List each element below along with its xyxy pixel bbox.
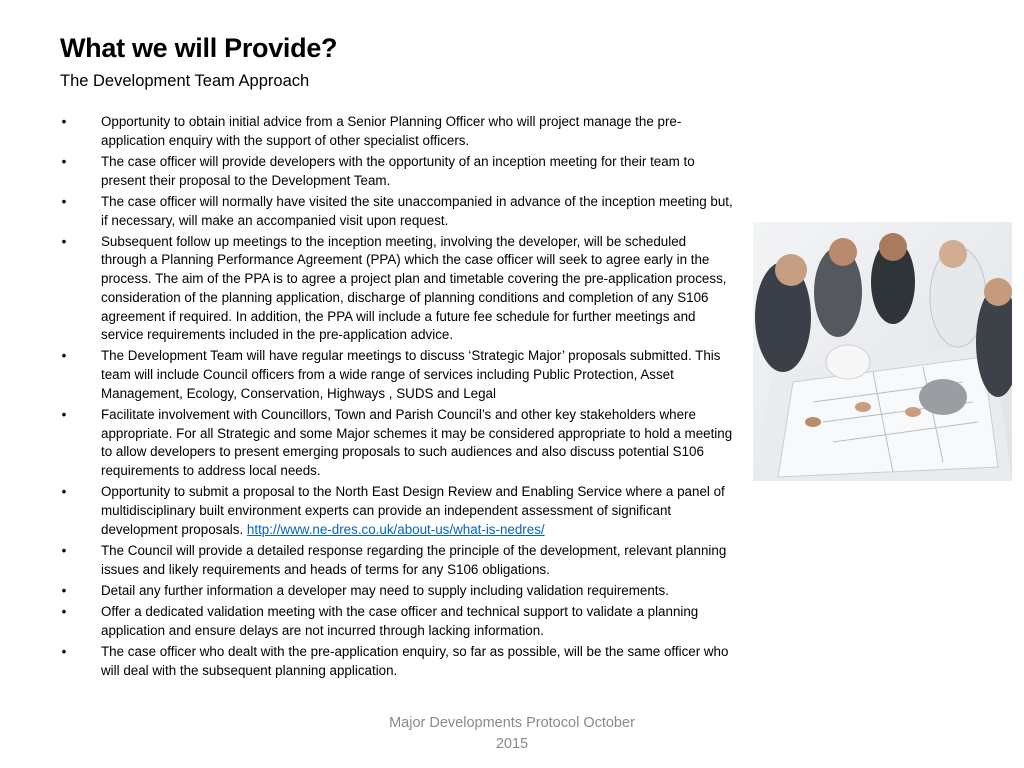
slide-title: What we will Provide? (60, 33, 338, 63)
bullet-item (58, 542, 734, 579)
bullet-text: Offer a dedicated validation meeting with the case officer and technical support to validate a planning application and ensure delays are not incurred through lacking information. (101, 604, 699, 638)
slide-footer (372, 713, 652, 755)
bullet-list (58, 113, 734, 683)
bullet-text: The case officer will normally have visited the site unaccompanied in advance of the inception meeting but, if necessary, will make an accompanied visit upon request. (101, 193, 733, 228)
meeting-photo-illustration (753, 222, 1012, 481)
bullet-text: The Council will provide a detailed response regarding the principle of the development, relevant planning issues and likely requirements and heads of terms for any S106 obligations. (101, 542, 727, 577)
bullet-item (58, 347, 734, 403)
bullet-dot: • (61, 542, 67, 558)
bullet-dot: • (61, 153, 67, 169)
bullet-dot: • (61, 484, 67, 500)
bullet-dot: • (61, 582, 67, 598)
bullet-dot: • (61, 348, 67, 364)
bullet-dot: • (61, 643, 67, 659)
bullet-dot: • (61, 233, 67, 249)
bullet-text: Opportunity to obtain initial advice from a Senior Planning Officer who will project manage the pre-application enquiry with the support of other specialist officers. (101, 114, 682, 148)
bullet-text: Facilitate involvement with Councillors, Town and Parish Council’s and other key stakeholders where appropriate. For all Strategic and some Major schemes it may be considered appropriate to hold a meeting to allow developers to present emerging proposals to such audiences and also discuss potential S106 requirements to address local needs. (101, 407, 733, 479)
bullet-item (58, 582, 734, 601)
meeting-photo (753, 222, 1012, 481)
bullet-dot: • (61, 193, 67, 209)
bullet-item (58, 113, 734, 150)
bullet-item (58, 603, 734, 640)
slide-subtitle: The Development Team Approach (60, 72, 310, 90)
bullet-item (58, 643, 734, 680)
bullet-text: Subsequent follow up meetings to the inception meeting, involving the developer, will be scheduled through a Planning Performance Agreement (PPA) which the case officer will seek to agree early in the process. The aim of the PPA is to agree a project plan and timetable covering the pre-application process, consideration of the planning application, discharge of planning conditions and completion of any S106 agreement if required. In addition, the PPA will include a future fee schedule for further meetings and service requirements included in the pre-application advice. (101, 233, 727, 343)
bullet-text: Detail any further information a developer may need to supply including validation requirements. (101, 582, 669, 598)
bullet-item (58, 193, 734, 230)
footer-line-1: Major Developments Protocol October (389, 715, 635, 731)
bullet-text: The case officer who dealt with the pre-application enquiry, so far as possible, will be the same officer who will deal with the subsequent planning application. (101, 643, 729, 678)
bullet-item (58, 406, 734, 481)
bullet-text: Opportunity to submit a proposal to the North East Design Review and Enabling Service where a panel of multidisciplinary built environment experts can provide an independent assessment of significant development proposals. (101, 484, 725, 537)
bullet-item (58, 233, 734, 345)
bullet-dot: • (61, 604, 67, 620)
bullet-dot: • (61, 407, 67, 423)
bullet-item (58, 153, 734, 190)
bullet-dot: • (61, 114, 67, 129)
nedres-link[interactable]: http://www.ne-dres.co.uk/about-us/what-is-nedres/ (246, 521, 545, 537)
bullet-text: The Development Team will have regular meetings to discuss ‘Strategic Major’ proposals submitted. This team will include Council officers from a wide range of services including Public Protection, Asset Management, Ecology, Conservation, Highways , SUDS and Legal (101, 348, 721, 401)
bullet-item (58, 483, 734, 539)
footer-line-2: 2015 (495, 736, 529, 752)
bullet-text: The case officer will provide developers with the opportunity of an inception meeting for their team to present their proposal to the Development Team. (101, 153, 695, 188)
